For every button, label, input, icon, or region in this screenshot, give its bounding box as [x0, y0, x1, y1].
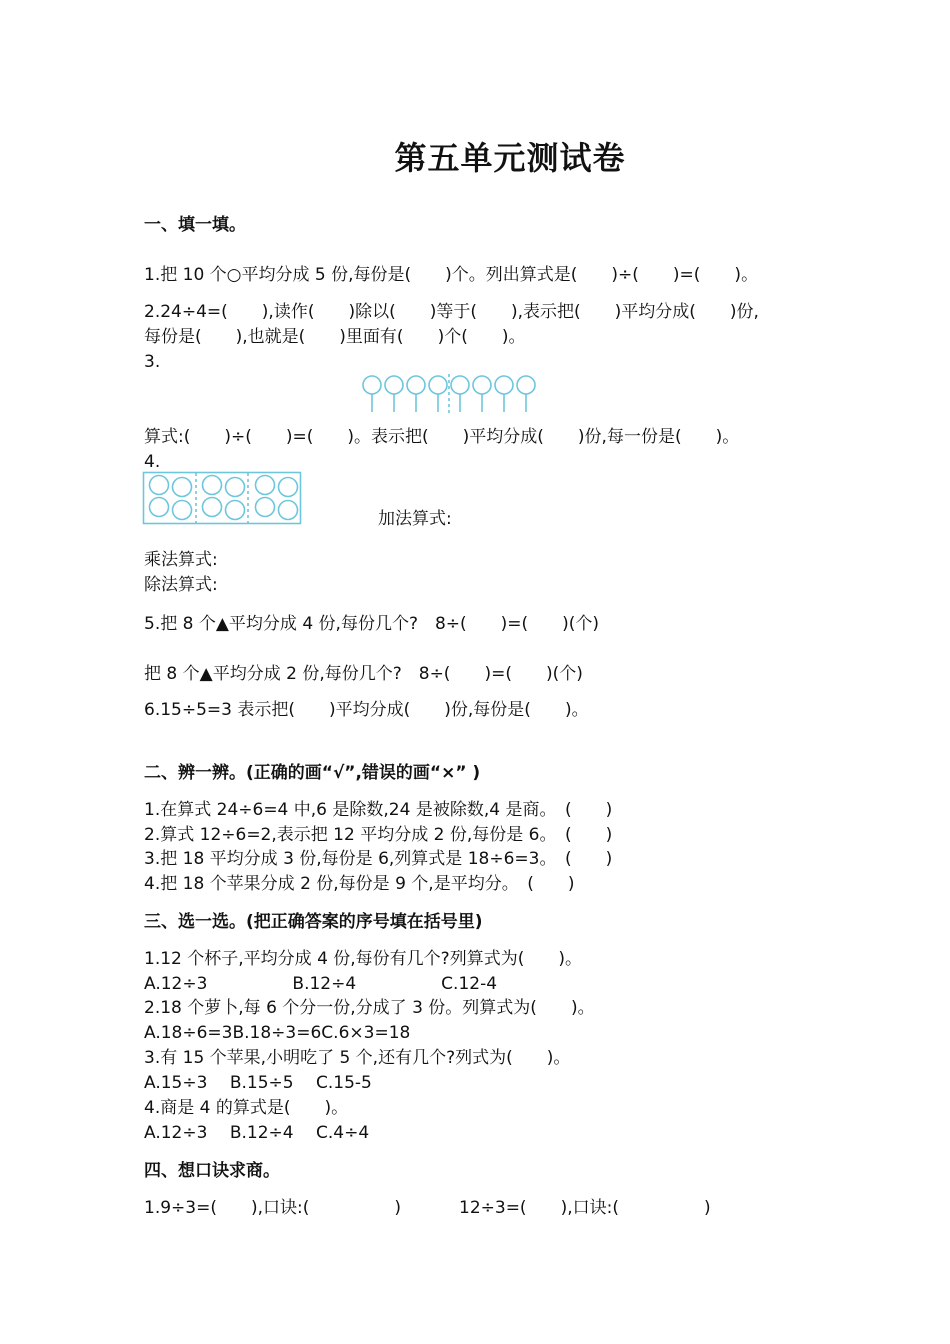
- choice-options-4: A.12÷3 B.12÷4 C.4÷4: [144, 1123, 370, 1143]
- section-3-heading: 三、选一选。(把正确答案的序号填在括号里): [144, 912, 483, 932]
- question-1-1: 1.把 10 个○平均分成 5 份,每份是( )个。列出算式是( )÷( )=( )。: [144, 265, 759, 285]
- judge-item-3: 3.把 18 平均分成 3 份,每份是 6,列算式是 18÷6=3。 ( ): [144, 849, 613, 869]
- group-1: [150, 476, 192, 520]
- group-2: [203, 476, 245, 520]
- choice-question-4: 4.商是 4 的算式是( )。: [144, 1098, 349, 1118]
- judge-item-2: 2.算式 12÷6=2,表示把 12 平均分成 2 份,每份是 6。 ( ): [144, 825, 613, 845]
- lollipop-5: [451, 376, 469, 412]
- choice-options-1: A.12÷3 B.12÷4 C.12-4: [144, 974, 498, 994]
- judge-item-1: 1.在算式 24÷6=4 中,6 是除数,24 是被除数,4 是商。 ( ): [144, 800, 613, 820]
- lollipop-figure: [358, 372, 542, 416]
- group-3: [256, 476, 298, 520]
- choice-options-3: A.15÷3 B.15÷5 C.15-5: [144, 1073, 372, 1093]
- choice-question-1: 1.12 个杯子,平均分成 4 份,每份有几个?列算式为( )。: [144, 949, 582, 969]
- question-1-2-line-1: 2.24÷4=( ),读作( )除以( )等于( ),表示把( )平均分成( )份,: [144, 302, 759, 322]
- mnemonic-question-1a: 1.9÷3=( ),口诀:( ): [144, 1198, 402, 1218]
- choice-options-2: A.18÷6=3B.18÷3=6C.6×3=18: [144, 1023, 411, 1043]
- page-title: 第五单元测试卷: [394, 139, 626, 177]
- question-1-6: 6.15÷5=3 表示把( )平均分成( )份,每份是( )。: [144, 700, 589, 720]
- question-1-5-line-2: 把 8 个▲平均分成 2 份,每份几个? 8÷( )=( )(个): [144, 664, 583, 684]
- lollipop-4: [429, 376, 447, 412]
- mnemonic-question-1b: 12÷3=( ),口诀:( ): [459, 1198, 711, 1218]
- choice-question-3: 3.有 15 个苹果,小明吃了 5 个,还有几个?列式为( )。: [144, 1048, 571, 1068]
- lollipop-6: [473, 376, 491, 412]
- addition-formula-label: 加法算式:: [378, 509, 452, 529]
- question-1-5-line-1: 5.把 8 个▲平均分成 4 份,每份几个? 8÷( )=( )(个): [144, 614, 600, 634]
- division-formula-label: 除法算式:: [144, 575, 218, 595]
- question-1-4-number: 4.: [144, 452, 161, 472]
- lollipop-1: [363, 376, 381, 412]
- lollipop-8: [517, 376, 535, 412]
- lollipop-7: [495, 376, 513, 412]
- section-4-heading: 四、想口诀求商。: [144, 1161, 280, 1181]
- lollipop-3: [407, 376, 425, 412]
- question-1-3-text: 算式:( )÷( )=( )。表示把( )平均分成( )份,每一份是( )。: [144, 427, 740, 447]
- judge-item-4: 4.把 18 个苹果分成 2 份,每份是 9 个,是平均分。 ( ): [144, 874, 575, 894]
- lollipop-2: [385, 376, 403, 412]
- choice-question-2: 2.18 个萝卜,每 6 个分一份,分成了 3 份。列算式为( )。: [144, 998, 595, 1018]
- section-1-heading: 一、填一填。: [144, 215, 246, 235]
- section-2-heading: 二、辨一辨。(正确的画“√”,错误的画“×” ): [144, 763, 481, 783]
- circle-groups-figure: [142, 471, 304, 527]
- question-1-2-line-2: 每份是( ),也就是( )里面有( )个( )。: [144, 327, 526, 347]
- multiplication-formula-label: 乘法算式:: [144, 550, 218, 570]
- question-1-3-number: 3.: [144, 352, 161, 372]
